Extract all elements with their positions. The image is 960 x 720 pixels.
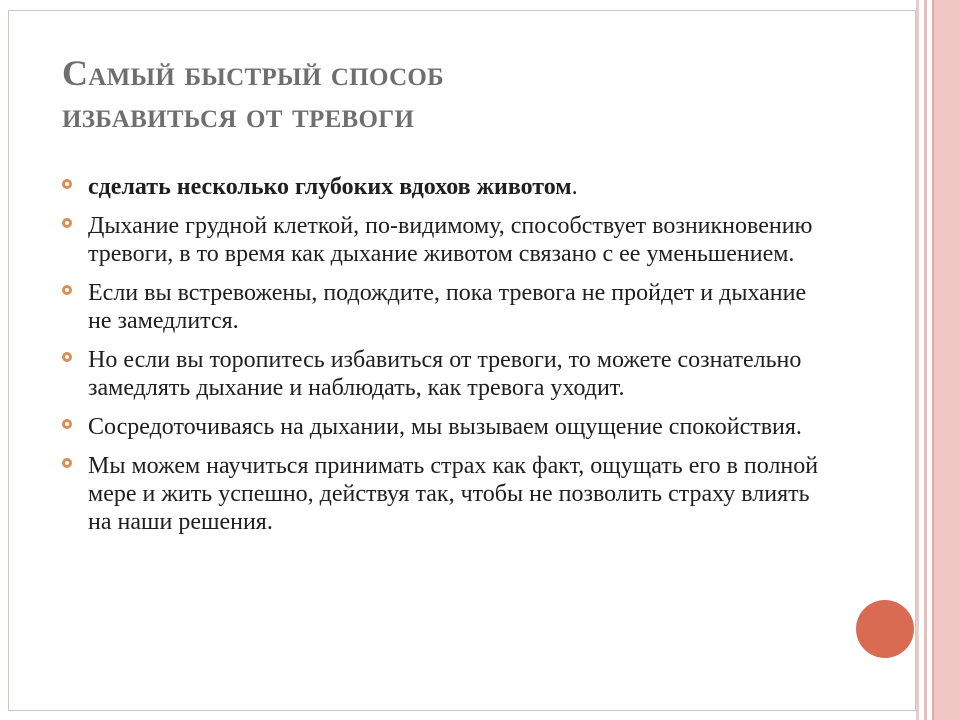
stripe-wide [932,0,960,720]
slide-title [62,52,822,136]
stripe-thin-1 [916,0,919,720]
right-decorative-stripes [916,0,960,720]
bullet-list [62,173,822,547]
bullet-item-5 [62,413,822,441]
circle-bullet-icon [62,179,72,189]
stripe-thin-2 [924,0,927,720]
circle-bullet-icon [62,458,72,468]
bullet-1-suffix: . [571,174,578,200]
bullet-item-2 [62,212,822,268]
bullet-item-1 [62,173,822,201]
bullet-item-4 [62,346,822,402]
accent-circle-decoration [856,600,914,658]
bullet-2-text: Дыхание грудной клеткой, по-видимому, способствует возникновению тревоги, в то время как дыхание животом связано с ее уменьшением. [88,213,813,267]
bullet-item-6 [62,452,822,536]
bullet-5-text: Сосредоточиваясь на дыхании, мы вызываем ощущение спокойствия. [88,414,802,440]
bullet-6-text: Мы можем научиться принимать страх как факт, ощущать его в полной мере и жить успешно, действуя так, чтобы не позволить страху влиять на наши решения. [88,453,819,535]
circle-bullet-icon [62,218,72,228]
bullet-1-bold-text: сделать несколько глубоких вдохов животом [88,174,572,200]
bullet-3-text: Если вы встревожены, подождите, пока тревога не пройдет и дыхание не замедлится. [88,280,807,334]
bullet-4-text: Но если вы торопитесь избавиться от тревоги, то можете сознательно замедлять дыхание и наблюдать, как тревога уходит. [88,347,802,401]
title-line-2: избавиться от тревоги [62,95,415,135]
bullet-item-3 [62,279,822,335]
circle-bullet-icon [62,419,72,429]
title-line-1: Самый быстрый способ [62,53,444,93]
circle-bullet-icon [62,285,72,295]
circle-bullet-icon [62,352,72,362]
stripe-edge [932,0,934,720]
